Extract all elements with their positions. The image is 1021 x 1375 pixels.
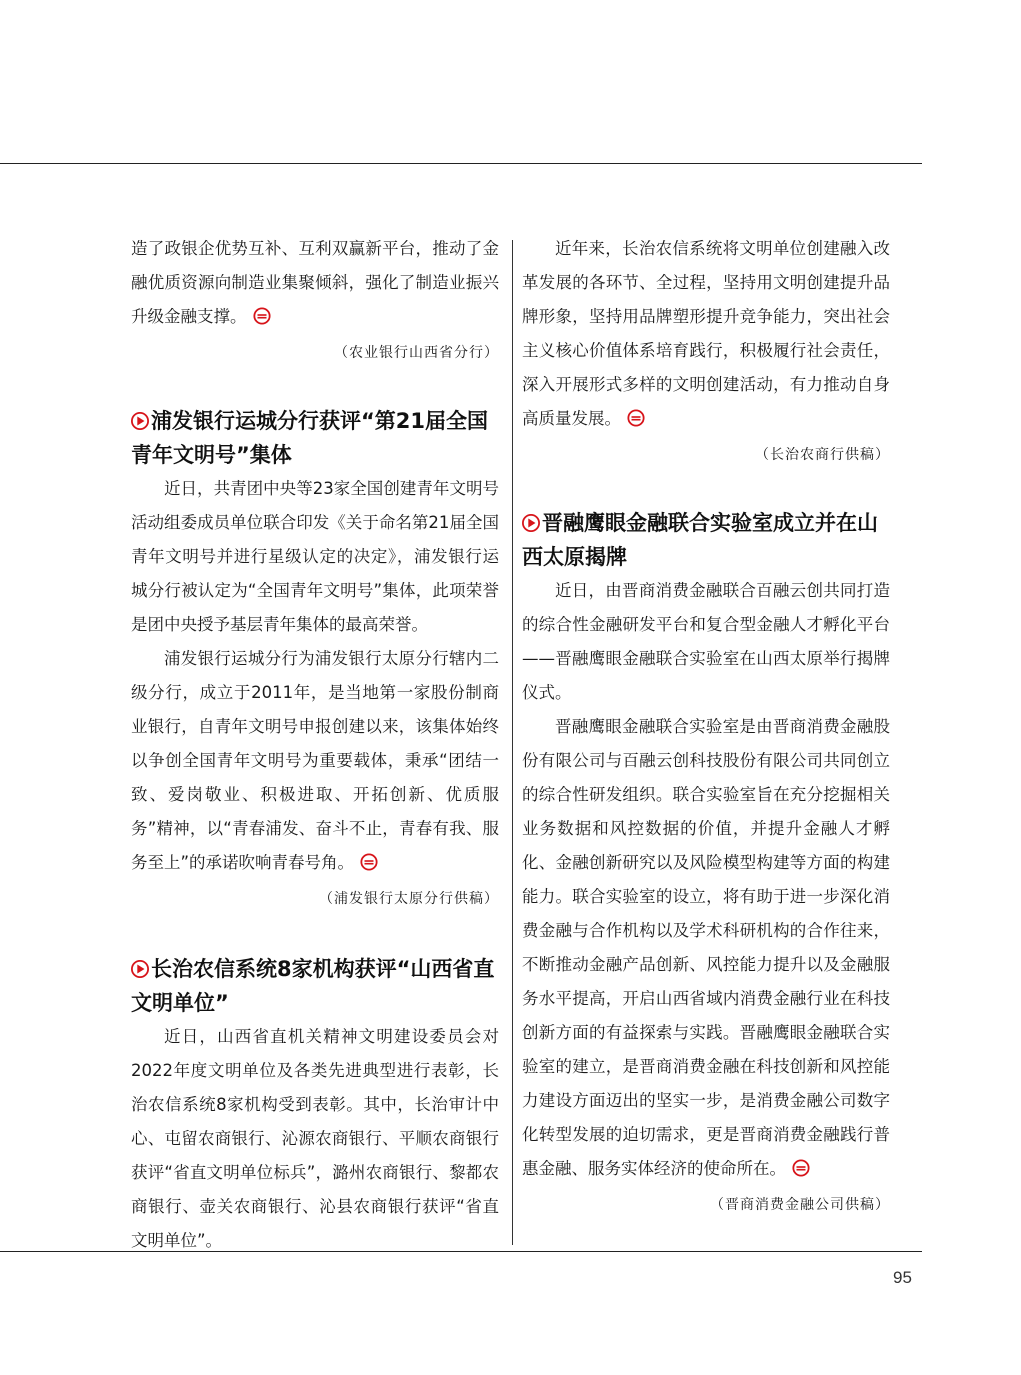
continued-text-right: 近年来，长治农信系统将文明单位创建融入改革发展的各环节、全过程，坚持用文明创建提升品牌形象，坚持用品牌塑形提升竞争能力，突出社会主义核心价值体系培育践行，积极履行社会责任，深入开展形式多样的文明创建活动，有力推动自身高质量发展。	[522, 239, 890, 428]
headline-jinrong-text: 晋融鹰眼金融联合实验室成立并在山西太原揭牌	[522, 511, 878, 569]
jinrong-paragraph-2-text: 晋融鹰眼金融联合实验室是由晋商消费金融股份有限公司与百融云创科技股份有限公司共同创立的综合性研发组织。联合实验室旨在充分挖掘相关业务数据和风控数据的价值，并提升金融人才孵化、金融创新研究以及风险模型构建等方面的构建能力。联合实验室的设立，将有助于进一步深化消费金融与合作机构以及学术科研机构的合作往来，不断推动金融产品创新、风控能力提升以及金融服务水平提高，开启山西省域内消费金融行业在科技创新方面的有益探索与实践。晋融鹰眼金融联合实验室的建立，是晋商消费金融在科技创新和风控能力建设方面迈出的坚实一步，是消费金融公司数字化转型发展的迫切需求，更是晋商消费金融践行普惠金融、服务实体经济的使命所在。	[522, 717, 890, 1178]
headline-changzhi-text: 长治农信系统8家机构获评“山西省直文明单位”	[131, 957, 495, 1015]
jinrong-paragraph-2	[522, 710, 890, 1186]
source-jinshang: （晋商消费金融公司供稿）	[710, 1197, 890, 1213]
right-column	[522, 232, 890, 1220]
changzhi-paragraph-1: 近日，山西省直机关精神文明建设委员会对2022年度文明单位及各类先进典型进行表彰，长治农信系统8家机构受到表彰。其中，长治审计中心、屯留农商银行、沁源农商银行、平顺农商银行获评“省直文明单位标兵”，潞州农商银行、黎都农商银行、壶关农商银行、沁县农商银行获评“省直文明单位”。	[131, 1027, 499, 1250]
headline-spdb	[131, 404, 499, 472]
page-number: 95	[893, 1268, 912, 1287]
source-changzhi: （长治农商行供稿）	[755, 447, 890, 463]
continued-text-left: 造了政银企优势互补、互利双赢新平台，推动了金融优质资源向制造业集聚倾斜，强化了制造业振兴升级金融支撑。	[131, 239, 499, 326]
play-triangle-icon	[522, 514, 540, 532]
play-triangle-icon	[131, 412, 149, 430]
continued-paragraph-right	[522, 232, 890, 436]
left-column	[131, 232, 499, 1258]
column-divider	[512, 240, 513, 1245]
spdb-paragraph-2-text: 浦发银行运城分行为浦发银行太原分行辖内二级分行，成立于2011年，是当地第一家股份制商业银行，自青年文明号申报创建以来，该集体始终以争创全国青年文明号为重要载体，秉承“团结一致、爱岗敬业、积极进取、开拓创新、优质服务”精神，以“青春浦发、奋斗不止，青春有我、服务至上”的承诺吹响青春号角。	[131, 649, 499, 872]
end-mark-icon	[627, 409, 645, 427]
continued-paragraph-left	[131, 232, 499, 334]
source-spdb: （浦发银行太原分行供稿）	[319, 891, 499, 907]
footer-rule	[0, 1251, 922, 1252]
headline-jinrong	[522, 506, 890, 574]
jinrong-paragraph-1: 近日，由晋商消费金融联合百融云创共同打造的综合性金融研发平台和复合型金融人才孵化平台——晋融鹰眼金融联合实验室在山西太原举行揭牌仪式。	[522, 581, 890, 702]
spdb-paragraph-1: 近日，共青团中央等23家全国创建青年文明号活动组委成员单位联合印发《关于命名第21届全国青年文明号并进行星级认定的决定》，浦发银行运城分行被认定为“全国青年文明号”集体，此项荣誉是团中央授予基层青年集体的最高荣誉。	[131, 479, 499, 634]
headline-changzhi	[131, 952, 499, 1020]
header-rule	[0, 163, 922, 164]
spdb-paragraph-2	[131, 642, 499, 880]
end-mark-icon	[360, 853, 378, 871]
end-mark-icon	[792, 1159, 810, 1177]
source-agri-bank: （农业银行山西省分行）	[334, 345, 499, 361]
play-triangle-icon	[131, 960, 149, 978]
headline-spdb-text: 浦发银行运城分行获评“第21届全国青年文明号”集体	[131, 409, 489, 467]
end-mark-icon	[253, 307, 271, 325]
